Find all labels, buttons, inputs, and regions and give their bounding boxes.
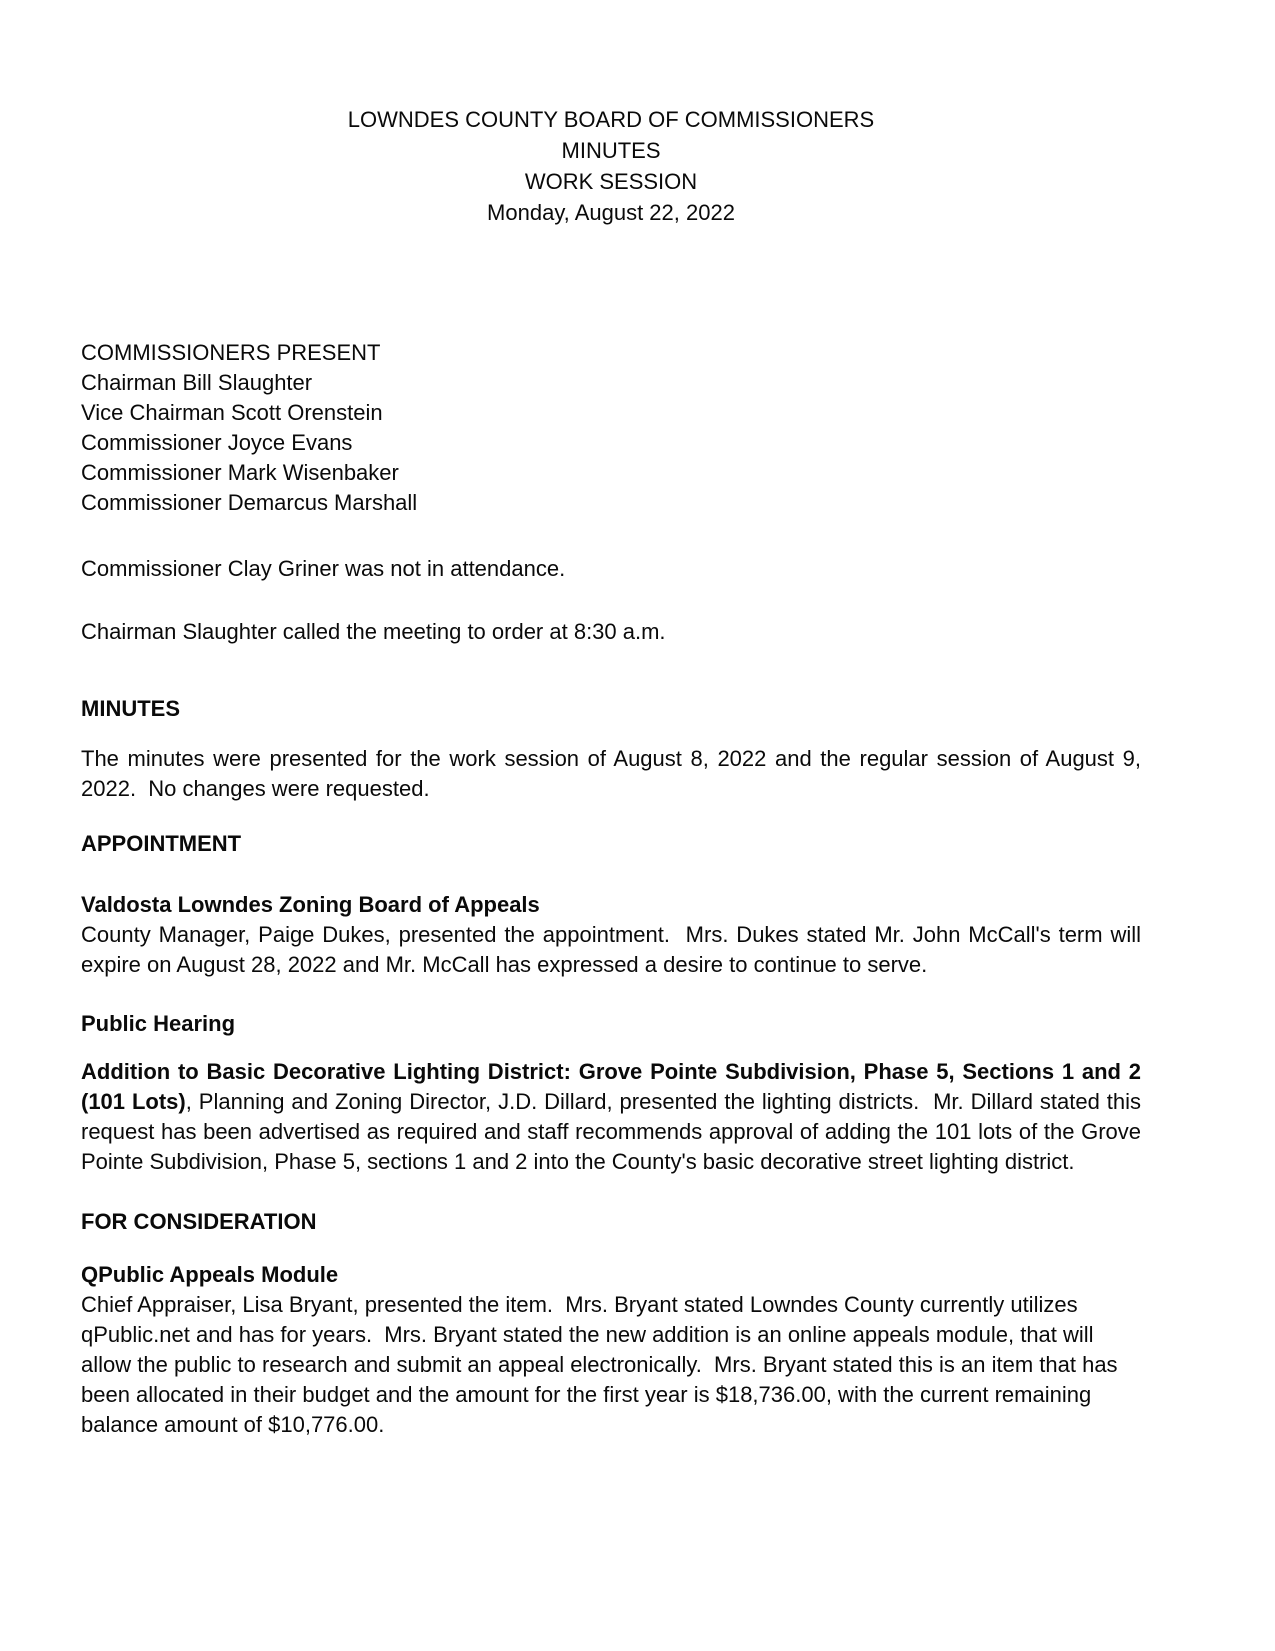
appointment-paragraph: County Manager, Paige Dukes, presented the appointment. Mrs. Dukes stated Mr. John McCall's term will expire on August 28, 2022 and Mr. McCall has expressed a desire to continue to serve. (81, 922, 1148, 977)
minutes-paragraph: The minutes were presented for the work session of August 8, 2022 and the regular session of August 9, 2022. No changes were requested. (81, 746, 1148, 801)
commissioner-name-wisenbaker: Commissioner Mark Wisenbaker (81, 460, 399, 485)
commissioner-name-slaughter: Chairman Bill Slaughter (81, 370, 313, 395)
qpublic-paragraph: Chief Appraiser, Lisa Bryant, presented the item. Mrs. Bryant stated Lowndes County currently utilizes qPublic.net and has for years. Mrs. Bryant stated the new addition is an online appeals module, that will allow the public to research and submit an appeal electronically. Mrs. Bryant stated this is an item that has been allocated in their budget and the amount for the first year is $18,736.00, with the current remaining balance amount of $10,776.00. (81, 1292, 1124, 1437)
commissioner-name-orenstein: Vice Chairman Scott Orenstein (81, 400, 383, 425)
section-heading-minutes: MINUTES (81, 696, 180, 721)
section-heading-for-consideration: FOR CONSIDERATION (81, 1209, 317, 1234)
call-to-order-note: Chairman Slaughter called the meeting to order at 8:30 a.m. (81, 619, 666, 644)
document-header (81, 104, 1141, 228)
item-heading-qpublic: QPublic Appeals Module (81, 1262, 339, 1287)
attendance-section (81, 338, 1141, 518)
absence-note: Commissioner Clay Griner was not in attendance. (81, 556, 566, 581)
lighting-district-body-text: , Planning and Zoning Director, J.D. Dillard, presented the lighting districts. Mr. Dillard stated this request has been advertised as required and staff recommends approval of adding the 101 lots of the Grove Pointe Subdivision, Phase 5, sections 1 and 2 into the County's basic decorative street lighting district. (81, 1089, 1148, 1174)
item-heading-zoning-board: Valdosta Lowndes Zoning Board of Appeals (81, 892, 540, 917)
lighting-district-lead-bold: Addition to Basic Decorative Lighting District: Grove Pointe Subdivision, Phase 5, Sections 1 and 2 (101 Lots) (81, 1059, 1148, 1114)
document-title: LOWNDES COUNTY BOARD OF COMMISSIONERS (347, 107, 875, 132)
item-heading-public-hearing: Public Hearing (81, 1011, 236, 1036)
document-date: Monday, August 22, 2022 (487, 200, 735, 225)
commissioners-present-label: COMMISSIONERS PRESENT (81, 340, 381, 365)
document-subtitle-minutes: MINUTES (561, 138, 661, 163)
commissioner-name-evans: Commissioner Joyce Evans (81, 430, 353, 455)
section-heading-appointment: APPOINTMENT (81, 831, 242, 856)
document-subtitle-work-session: WORK SESSION (524, 169, 698, 194)
lighting-district-paragraph (81, 1057, 1148, 1177)
commissioner-name-marshall: Commissioner Demarcus Marshall (81, 490, 418, 515)
